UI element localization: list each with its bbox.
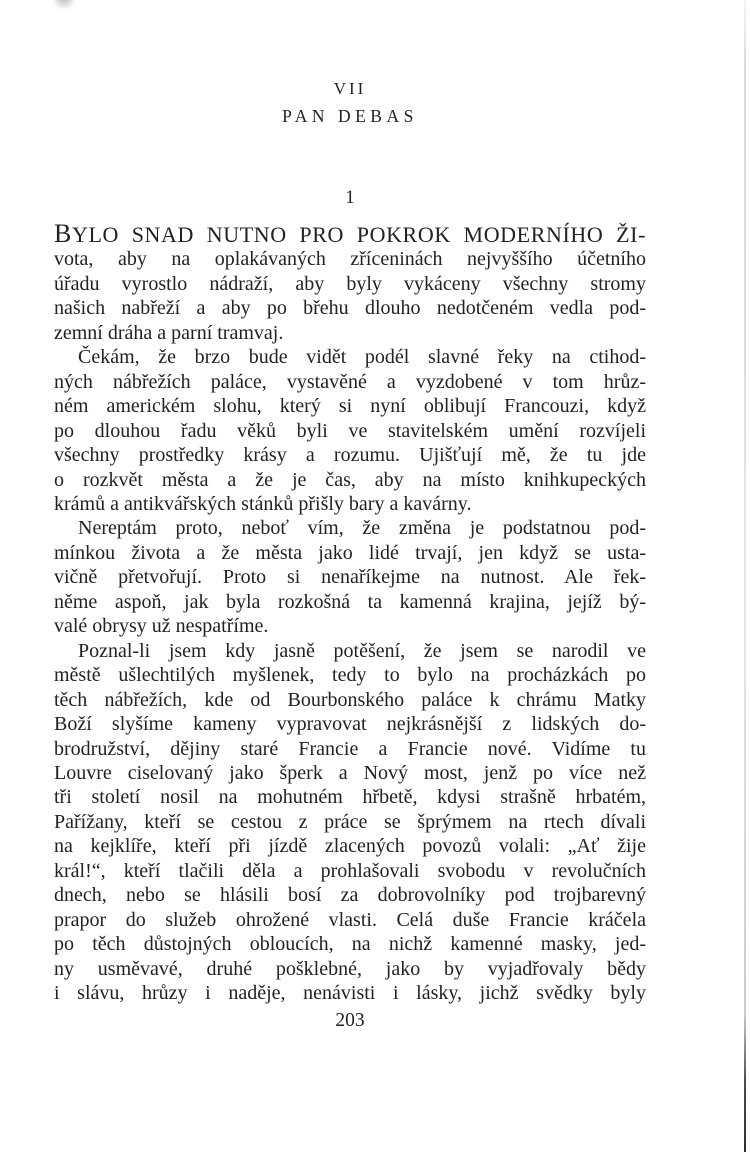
text-line: na kejklíře, kteří při jízdě zlacených povozů volali: „Ať žije (54, 835, 646, 858)
text-line: o rozkvět města a že je čas, aby na místo knihkupeckých (54, 468, 646, 491)
text-line: Pařížany, kteří se cestou z práce se šprýmem na rtech dívali (54, 810, 646, 833)
text-line: i slávu, hrůzy i naděje, nenávisti i lásky, jichž svědky byly (54, 982, 646, 1005)
text-line: tři století nosil na mohutném hřbetě, kdysi strašně hrbatém, (54, 786, 646, 809)
text-line: BYLO SNAD NUTNO PRO POKROK MODERNÍHO ŽI- (54, 219, 646, 248)
page-number: 203 (335, 1010, 365, 1031)
text-line: vičně přetvořují. Proto si nenaříkejme na nutnost. Ale řek- (54, 566, 646, 589)
text-line: Poznal-li jsem kdy jasně potěšení, že jsem se narodil ve (78, 639, 646, 662)
ink-smudge (52, 0, 76, 10)
text-line: po těch důstojných obloucích, na nichž kamenné masky, jed- (54, 933, 646, 956)
text-line: brodružství, dějiny staré Francie a Francie nové. Vidíme tu (54, 737, 646, 760)
text-line: Louvre ciselovaný jako šperk a Nový most, jenž po více než (54, 761, 646, 784)
text-line: krámů a antikvářských stánků přišly bary a kavárny. (54, 492, 472, 515)
text-line: mínkou života a že města jako lidé trvají, jen když se usta- (54, 541, 646, 564)
text-line: všechny prostředky krásy a rozumu. Ujišťují mě, že tu jde (54, 444, 646, 467)
text-line: městě ušlechtilých myšlenek, tedy to bylo na procházkách po (54, 664, 646, 687)
text-line: úřadu vyrostlo nádraží, aby byly vykáceny všechny stromy (54, 272, 646, 295)
text-line: ném americkém slohu, který si nyní oblibují Francouzi, když (54, 395, 646, 418)
text-line: ny usměvavé, druhé pošklebné, jako by vyjadřovaly bědy (54, 957, 646, 980)
text-line: zemní dráha a parní tramvaj. (54, 321, 284, 344)
text-line: prapor do služeb ohrožené vlasti. Celá duše Francie kráčela (54, 908, 646, 931)
chapter-number: VII (333, 79, 367, 98)
text-line: Čekám, že brzo bude vidět podél slavné řeky na ctihod- (78, 346, 646, 369)
chapter-title: PAN DEBAS (282, 106, 418, 126)
page-edge-shadow (744, 0, 746, 1152)
text-line: vota, aby na oplakávaných zříceninách nejvyššího účetního (54, 248, 646, 271)
text-line: našich nabřeží a aby po břehu dlouho nedotčeném vedla pod- (54, 297, 646, 320)
text-line: Nereptám proto, neboť vím, že změna je podstatnou pod- (78, 517, 646, 540)
text-line: Boží slyšíme kameny vypravovat nejkrásnější z lidských do- (54, 713, 646, 736)
text-line: ných nábřežích paláce, vystavěné a vyzdobené v tom hrůz- (54, 370, 646, 393)
text-line: něme aspoň, jak byla rozkošná ta kamenná krajina, jejíž bý- (54, 590, 646, 613)
text-line: dnech, nebo se hlásili bosí za dobrovolníky pod trojbarevný (54, 884, 646, 907)
text-line: po dlouhou řadu věků byli ve stavitelském umění rozvíjeli (54, 419, 646, 442)
text-line: král!“, kteří tlačili děla a prohlašovali svobodu v revolučních (54, 859, 646, 882)
body-text (54, 219, 646, 1006)
section-number: 1 (345, 187, 355, 208)
text-line: těch nábřežích, kde od Bourbonského paláce k chrámu Matky (54, 688, 646, 711)
text-line: valé obrysy už nespatříme. (54, 615, 269, 638)
